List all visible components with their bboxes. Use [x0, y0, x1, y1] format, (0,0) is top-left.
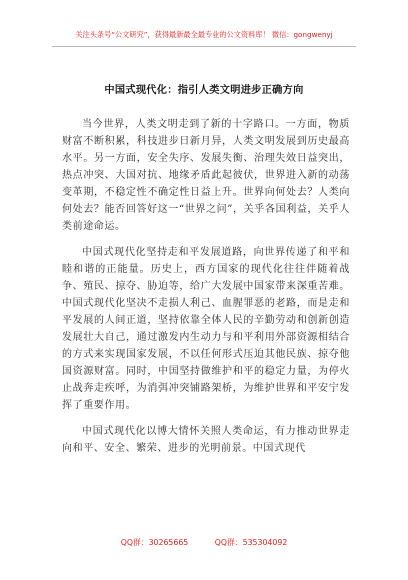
header-notice: 关注头条号“公文研究”，获得最新最全最专业的公文资料库！ 微信：gongwenyj	[75, 30, 333, 39]
footer-contacts	[0, 537, 408, 548]
qq-group-1: QQ群：30265665	[120, 538, 189, 547]
document-title: 中国式现代化：指引人类文明进步正确方向	[104, 84, 304, 96]
paragraph: 中国式现代化以博大情怀关照人类命运，有力推动世界走向和平、安全、繁荣、进步的光明前景。中国式现代	[62, 426, 350, 454]
paragraph: 当今世界，人类文明走到了新的十字路口。一方面，物质财富不断积累，科技进步日新月异，人类文明发展到历史最高水平。另一方面，安全失序、发展失衡、治理失效日益突出，热点冲突、大国对抗、地缘矛盾此起彼伏，世界进入新的动荡变革期，不稳定性不确定性日益上升。世界向何处去？人类向何处去？能否回答好这一“世界之问”，关乎各国利益，关乎人类前途命运。	[62, 119, 350, 232]
paragraph: 中国式现代化坚持走和平发展道路，向世界传递了和平和睦和谐的正能量。历史上，西方国家的现代化往往伴随着战争、殖民、掠夺、胁迫等，给广大发展中国家带来深重苦难。中国式现代化坚决不走损人利己、血腥罪恶的老路，而是走和平发展的人间正道，坚持依靠全体人民的辛勤劳动和创新创造发展壮大自己，通过激发内生动力与和平利用外部资源相结合的方式来实现国家发展，不以任何形式压迫其他民族、掠夺他国资源财富。同时，中国坚持做维护和平的稳定力量，为停火止战奔走疾呼，为消弭冲突铺路架桥，为维护世界和平安宁发挥了重要作用。	[62, 247, 350, 411]
document-body	[62, 116, 350, 466]
qq-group-2: QQ群：535304092	[214, 538, 288, 547]
header-divider	[52, 46, 356, 47]
